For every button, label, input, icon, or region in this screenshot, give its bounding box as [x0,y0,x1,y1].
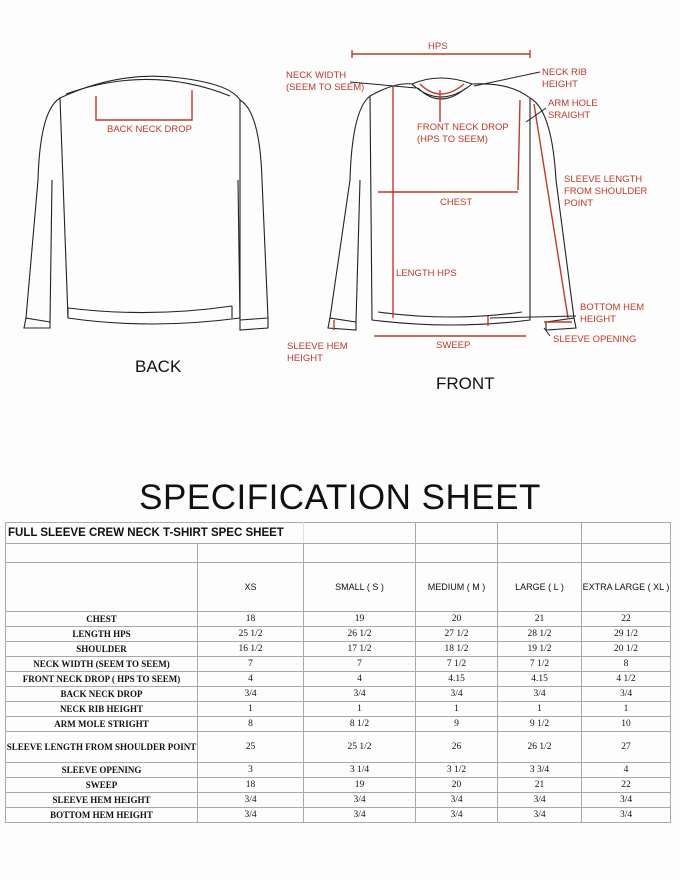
measurement-value: 8 [582,657,671,672]
measurement-value: 1 [198,702,304,717]
measurement-value: 7 [198,657,304,672]
measurement-value: 3/4 [582,687,671,702]
measurement-value: 3/4 [582,793,671,808]
measurement-value: 1 [498,702,582,717]
measurement-value: 18 [198,778,304,793]
table-row [6,657,671,672]
measurement-value: 25 1/2 [304,732,416,763]
measurement-value: 3 3/4 [498,763,582,778]
back-neck-drop-marker [96,90,192,120]
measurement-value: 3/4 [198,793,304,808]
measurement-value: 3/4 [198,687,304,702]
measurement-value: 9 [416,717,498,732]
measurement-value: 3/4 [498,687,582,702]
measurement-value: 3 1/4 [304,763,416,778]
measurement-point: BACK NECK DROP [6,687,198,702]
measurement-value: 9 1/2 [498,717,582,732]
table-row [6,672,671,687]
table-row [6,627,671,642]
size-header: EXTRA LARGE ( XL ) [582,563,671,612]
measurement-value: 26 [416,732,498,763]
measurement-value: 3/4 [416,808,498,823]
measurement-value: 25 1/2 [198,627,304,642]
measurement-point: SLEEVE HEM HEIGHT [6,793,198,808]
measurement-value: 4 [198,672,304,687]
measurement-value: 26 1/2 [304,627,416,642]
measurement-value: 3/4 [198,808,304,823]
measurement-value: 4 1/2 [582,672,671,687]
measurement-value: 3/4 [304,808,416,823]
sleeve-hem-height-label: SLEEVE HEM HEIGHT [287,341,348,364]
blank-cell [304,523,416,544]
measurement-value: 18 [198,612,304,627]
front-measure-lines [334,50,572,336]
measurement-point: NECK RIB HEIGHT [6,702,198,717]
measurement-value: 4.15 [416,672,498,687]
measurement-value: 3/4 [304,687,416,702]
measurement-value: 4 [582,763,671,778]
measurement-value: 16 1/2 [198,642,304,657]
sweep-label: SWEEP [436,340,471,351]
front-neck-drop-label: FRONT NECK DROP (HPS TO SEEM) [417,122,509,145]
measurement-value: 1 [304,702,416,717]
hps-label: HPS [428,41,448,52]
chest-label: CHEST [440,197,473,208]
header-blank [6,563,198,612]
measurement-value: 4 [304,672,416,687]
measurement-value: 3/4 [304,793,416,808]
table-title: FULL SLEEVE CREW NECK T-SHIRT SPEC SHEET [6,523,304,544]
back-view-drawing [24,76,268,330]
measurement-value: 3 1/2 [416,763,498,778]
measurement-value: 1 [582,702,671,717]
table-row [6,763,671,778]
measurement-value: 8 [198,717,304,732]
measurement-value: 22 [582,612,671,627]
measurement-value: 29 1/2 [582,627,671,642]
arm-hole-label: ARM HOLE SRAIGHT [548,98,598,121]
measurement-value: 19 1/2 [498,642,582,657]
size-header: SMALL ( S ) [304,563,416,612]
table-row [6,793,671,808]
back-neck-drop-label: BACK NECK DROP [107,124,192,135]
length-hps-label: LENGTH HPS [396,268,457,279]
measurement-value: 22 [582,778,671,793]
back-view-label: BACK [135,357,182,376]
measurement-point: SHOULDER [6,642,198,657]
measurement-value: 28 1/2 [498,627,582,642]
size-header: LARGE ( L ) [498,563,582,612]
measurement-value: 3/4 [582,808,671,823]
table-row [6,732,671,763]
blank-cell [582,544,671,563]
blank-cell [498,523,582,544]
measurement-value: 21 [498,612,582,627]
table-row [6,808,671,823]
measurement-value: 27 1/2 [416,627,498,642]
blank-cell [416,523,498,544]
blank-cell [198,544,304,563]
measurement-point: FRONT NECK DROP ( HPS TO SEEM) [6,672,198,687]
blank-cell [582,523,671,544]
measurement-value: 7 [304,657,416,672]
measurement-value: 27 [582,732,671,763]
measurement-value: 18 1/2 [416,642,498,657]
measurement-value: 20 1/2 [582,642,671,657]
measurement-value: 17 1/2 [304,642,416,657]
measurement-value: 10 [582,717,671,732]
measurement-value: 3/4 [498,808,582,823]
measurement-value: 7 1/2 [498,657,582,672]
sleeve-length-label: SLEEVE LENGTH FROM SHOULDER POINT [564,174,648,209]
blank-cell [304,544,416,563]
neck-rib-height-label: NECK RIB HEIGHT [542,67,587,90]
measurement-value: 3/4 [416,687,498,702]
size-header-row [6,563,671,612]
table-row [6,687,671,702]
measurement-value: 19 [304,778,416,793]
measurement-value: 3 [198,763,304,778]
measurement-value: 19 [304,612,416,627]
measurement-value: 7 1/2 [416,657,498,672]
table-row [6,642,671,657]
bottom-hem-height-label: BOTTOM HEM HEIGHT [580,302,645,325]
table-row [6,702,671,717]
table-row [6,717,671,732]
measurement-point: BOTTOM HEM HEIGHT [6,808,198,823]
neck-width-label: NECK WIDTH (SEEM TO SEEM) [286,70,365,93]
table-row [6,778,671,793]
size-header: MEDIUM ( M ) [416,563,498,612]
measurement-value: 26 1/2 [498,732,582,763]
front-view-label: FRONT [436,374,495,393]
measurement-point: ARM MOLE STRIGHT [6,717,198,732]
measurement-value: 20 [416,778,498,793]
spec-table [5,522,671,823]
sleeve-opening-label: SLEEVE OPENING [553,334,637,345]
measurement-point: SLEEVE LENGTH FROM SHOULDER POINT [6,732,198,763]
blank-cell [6,544,198,563]
measurement-value: 20 [416,612,498,627]
size-header: XS [198,563,304,612]
measurement-point: NECK WIDTH (SEEM TO SEEM) [6,657,198,672]
blank-cell [498,544,582,563]
sheet-title: SPECIFICATION SHEET [139,478,541,517]
measurement-value: 1 [416,702,498,717]
measurement-value: 3/4 [416,793,498,808]
table-row [6,612,671,627]
measurement-value: 3/4 [498,793,582,808]
measurement-point: CHEST [6,612,198,627]
measurement-value: 21 [498,778,582,793]
measurement-point: SLEEVE OPENING [6,763,198,778]
measurement-value: 8 1/2 [304,717,416,732]
measurement-point: SWEEP [6,778,198,793]
measurement-value: 25 [198,732,304,763]
blank-cell [416,544,498,563]
measurement-point: LENGTH HPS [6,627,198,642]
measurement-value: 4.15 [498,672,582,687]
